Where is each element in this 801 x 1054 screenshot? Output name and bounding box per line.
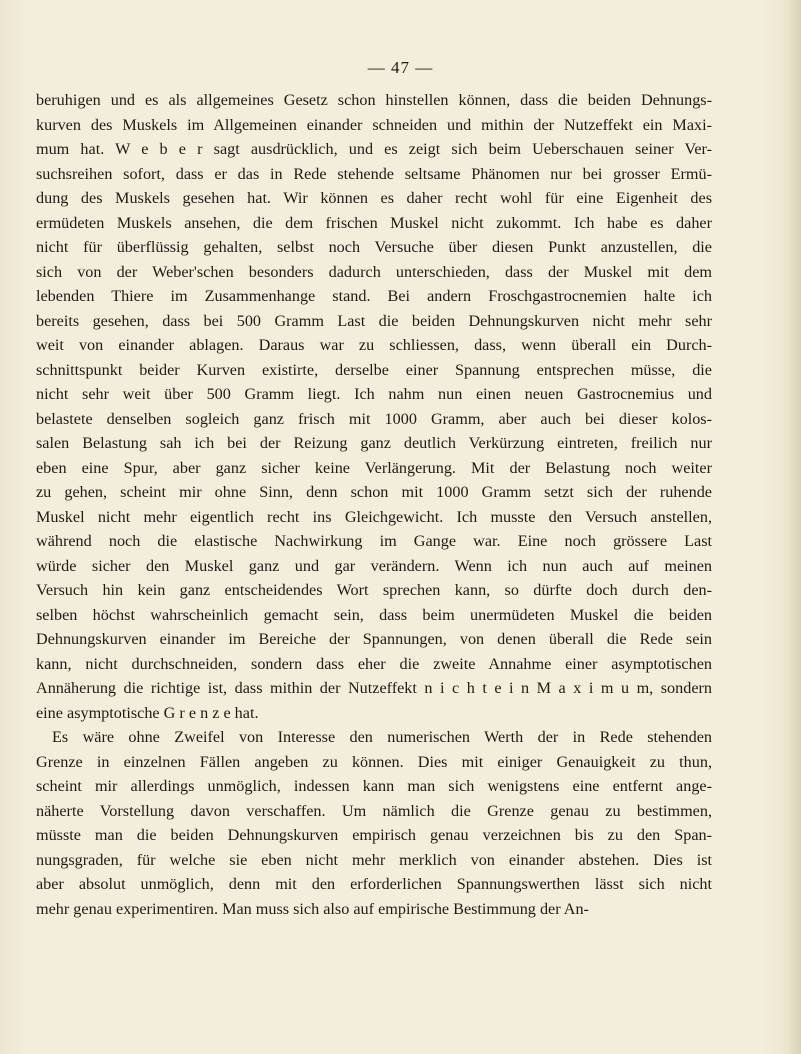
- text-line: salen Belastung sah ich bei der Reizung ganz deutlich Verkürzung eintreten, freilich nur: [36, 434, 712, 452]
- body-text: [36, 88, 712, 921]
- text-line: kann, nicht durchschneiden, sondern dass eher die zweite Annahme einer asymptotischen: [36, 654, 712, 673]
- text-line: Dehnungskurven einander im Bereiche der Spannungen, von denen überall die Rede sein: [36, 630, 712, 648]
- page-edge-shadow: [787, 0, 801, 1054]
- text-line: weit von einander ablagen. Daraus war zu schliessen, dass, wenn überall ein Durch-: [36, 336, 712, 354]
- text-line: mehr genau experimentiren. Man muss sich also auf empirische Bestimmung der An-: [36, 899, 589, 918]
- text-line: dung des Muskels gesehen hat. Wir können es daher recht wohl für eine Eigenheit des: [36, 189, 712, 207]
- page-number: — 47 —: [367, 58, 434, 77]
- text-line: ermüdeten Muskels ansehen, die dem frischen Muskel nicht zukommt. Ich habe es daher: [36, 213, 712, 232]
- text-line: belastete denselben sogleich ganz frisch mit 1000 Gramm, aber auch bei dieser kolos-: [36, 409, 712, 428]
- text-line: kurven des Muskels im Allgemeinen einander schneiden und mithin der Nutzeffekt ein Maxi-: [36, 115, 712, 134]
- text-line: mum hat. W e b e r sagt ausdrücklich, und es zeigt sich beim Ueberschauen seiner Ver-: [36, 140, 712, 158]
- text-line: bereits gesehen, dass bei 500 Gramm Last die beiden Dehnungskurven nicht mehr sehr: [36, 311, 712, 330]
- text-line: eine asymptotische G r e n z e hat.: [36, 703, 259, 722]
- text-line: müsste man die beiden Dehnungskurven empirisch genau verzeichnen bis zu den Span-: [36, 826, 712, 844]
- text-line: würde sicher den Muskel ganz und gar verändern. Wenn ich nun auch auf meinen: [36, 556, 712, 575]
- text-line: beruhigen und es als allgemeines Gesetz schon hinstellen können, dass die beiden Dehnungs-: [36, 91, 712, 109]
- text-line: Es wäre ohne Zweifel von Interesse den numerischen Werth der in Rede stehenden: [52, 728, 712, 746]
- text-line: Versuch hin kein ganz entscheidendes Wort sprechen kann, so dürfte doch durch den-: [36, 581, 712, 599]
- text-line: suchsreihen sofort, dass er das in Rede stehende seltsame Phänomen nur bei grosser Ermü-: [36, 164, 712, 183]
- text-line: nicht für überflüssig gehalten, selbst noch Versuche über diesen Punkt anzustellen, die: [36, 238, 712, 256]
- text-line: schnittspunkt beider Kurven existirte, derselbe einer Spannung entsprechen müsse, die: [36, 360, 712, 379]
- text-line: näherte Vorstellung davon verschaffen. Um nämlich die Grenze genau zu bestimmen,: [36, 801, 712, 820]
- text-line: während noch die elastische Nachwirkung im Gange war. Eine noch grössere Last: [36, 532, 712, 550]
- text-line: nicht sehr weit über 500 Gramm liegt. Ich nahm nun einen neuen Gastrocnemius und: [36, 385, 712, 403]
- text-line: selben höchst wahrscheinlich gemacht sein, dass beim unermüdeten Muskel die beiden: [36, 605, 712, 624]
- text-line: eben eine Spur, aber ganz sicher keine Verlängerung. Mit der Belastung noch weiter: [36, 458, 712, 477]
- text-line: Annäherung die richtige ist, dass mithin der Nutzeffekt n i c h t e i n M a x i m u m, sondern: [36, 679, 712, 697]
- text-line: Muskel nicht mehr eigentlich recht ins Gleichgewicht. Ich musste den Versuch anstellen,: [36, 507, 712, 526]
- text-line: nungsgraden, für welche sie eben nicht mehr merklich von einander abstehen. Dies ist: [36, 850, 712, 869]
- text-line: scheint mir allerdings unmöglich, indessen kann man sich wenigstens eine entfernt ange-: [36, 777, 712, 795]
- text-line: sich von der Weber'schen besonders dadurch unterschieden, dass der Muskel mit dem: [36, 262, 712, 281]
- text-line: lebenden Thiere im Zusammenhange stand. Bei andern Froschgastrocnemien halte ich: [36, 287, 712, 305]
- text-line: aber absolut unmöglich, denn mit den erforderlichen Spannungswerthen lässt sich nicht: [36, 875, 712, 893]
- text-line: Grenze in einzelnen Fällen angeben zu können. Dies mit einiger Genauigkeit zu thun,: [36, 752, 712, 771]
- text-line: zu gehen, scheint mir ohne Sinn, denn schon mit 1000 Gramm setzt sich der ruhende: [36, 483, 712, 501]
